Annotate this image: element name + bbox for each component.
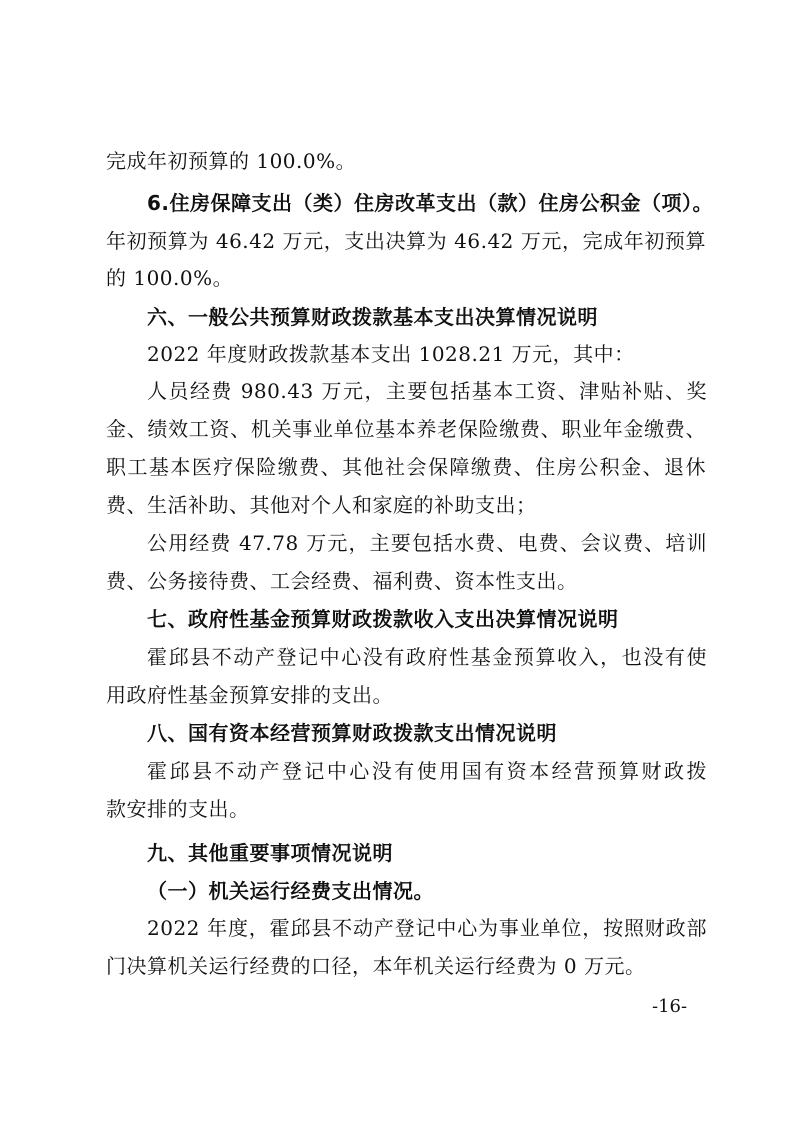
text-line: 霍邱县不动产登记中心没有政府性基金预算收入，也没有使 bbox=[147, 645, 707, 669]
text-line: 公用经费 47.78 万元，主要包括水费、电费、会议费、培训 bbox=[147, 531, 707, 555]
text-line: 金、绩效工资、机关事业单位基本养老保险缴费、职业年金缴费、 bbox=[106, 417, 706, 441]
section-heading: 九、其他重要事项情况说明 bbox=[147, 841, 393, 865]
text-line: 2022 年度财政拨款基本支出 1028.21 万元，其中： bbox=[147, 342, 635, 366]
section-heading: 六、一般公共预算财政拨款基本支出决算情况说明 bbox=[147, 305, 598, 329]
subsection-heading: （一）机关运行经费支出情况。 bbox=[147, 879, 434, 903]
section-heading: 6.住房保障支出（类）住房改革支出（款）住房公积金（项）。 bbox=[147, 191, 714, 215]
text-line: 用政府性基金预算安排的支出。 bbox=[106, 683, 393, 707]
text-line: 年初预算为 46.42 万元，支出决算为 46.42 万元，完成年初预算 bbox=[106, 229, 706, 253]
text-line: 完成年初预算的 100.0%。 bbox=[106, 149, 357, 173]
text-line: 的 100.0%。 bbox=[106, 266, 234, 290]
text-line: 款安排的支出。 bbox=[106, 797, 250, 821]
text-line: 门决算机关运行经费的口径，本年机关运行经费为 0 万元。 bbox=[106, 954, 646, 978]
section-heading: 七、政府性基金预算财政拨款收入支出决算情况说明 bbox=[147, 607, 619, 631]
text-line: 人员经费 980.43 万元，主要包括基本工资、津贴补贴、奖 bbox=[147, 379, 707, 403]
section-heading: 八、国有资本经营预算财政拨款支出情况说明 bbox=[147, 721, 557, 745]
text-line: 费、公务接待费、工会经费、福利费、资本性支出。 bbox=[106, 569, 578, 593]
text-line: 霍邱县不动产登记中心没有使用国有资本经营预算财政拨 bbox=[147, 759, 707, 783]
page-number: -16- bbox=[652, 996, 688, 1017]
text-line: 2022 年度，霍邱县不动产登记中心为事业单位，按照财政部 bbox=[147, 916, 707, 940]
text-line: 职工基本医疗保险缴费、其他社会保障缴费、住房公积金、退休 bbox=[106, 455, 706, 479]
text-line: 费、生活补助、其他对个人和家庭的补助支出； bbox=[106, 493, 537, 517]
